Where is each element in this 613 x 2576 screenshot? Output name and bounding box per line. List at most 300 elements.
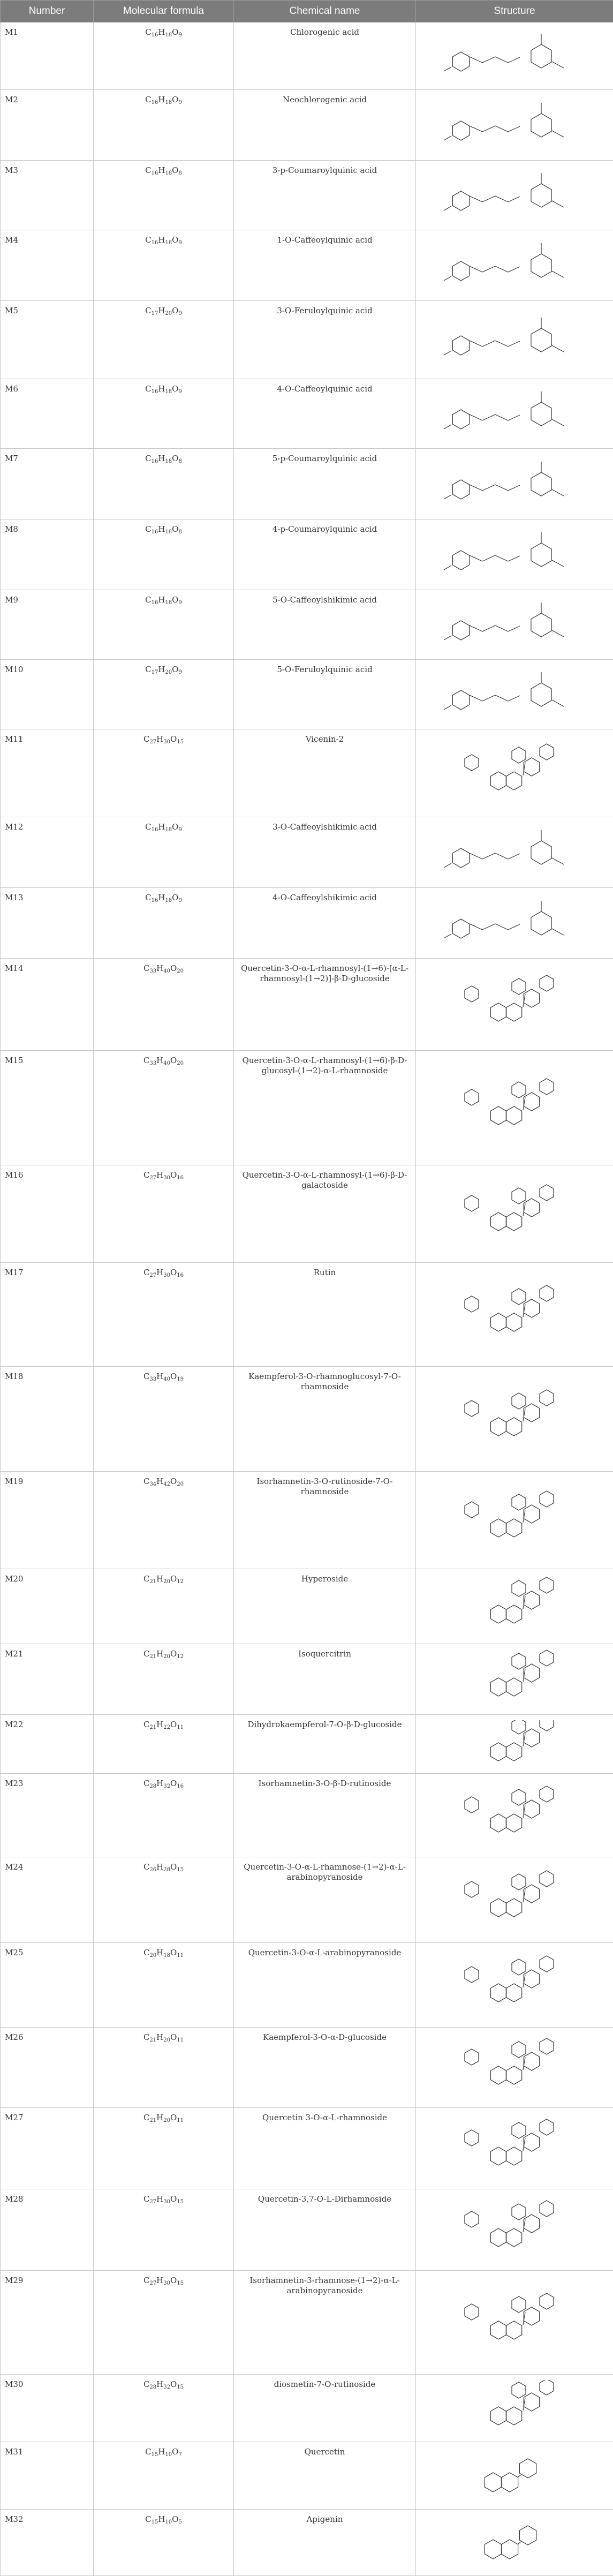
formula-element: O: [170, 1372, 177, 1381]
table-row: [1, 729, 613, 817]
molecular-formula: [94, 1051, 234, 1165]
formula-count: 20: [177, 968, 184, 974]
structure-cell: [416, 1857, 613, 1943]
formula-count: 18: [165, 100, 172, 106]
molecular-formula: [94, 817, 234, 888]
formula-element: H: [158, 2447, 165, 2457]
flavonoid-glycoside-structure-icon: [418, 1477, 611, 1564]
formula-element: O: [170, 1574, 177, 1584]
table-row: [1, 1051, 613, 1165]
formula-element: H: [156, 2194, 163, 2204]
formula-element: C: [143, 1779, 149, 1788]
formula-count: 12: [177, 1579, 184, 1585]
formula-element: H: [158, 165, 165, 175]
formula-count: 9: [178, 827, 181, 833]
formula-element: C: [145, 822, 151, 832]
formula-count: 28: [149, 2384, 156, 2390]
formula-count: 20: [177, 1481, 184, 1487]
molecular-formula: [94, 1644, 234, 1715]
formula-count: 10: [165, 2519, 172, 2525]
compound-number: M11: [1, 729, 94, 817]
compound-number: M18: [1, 1367, 94, 1472]
phenylpropanoid-structure-icon: [418, 95, 611, 155]
formula-count: 18: [165, 170, 172, 176]
formula-count: 20: [165, 669, 172, 675]
formula-element: C: [143, 1948, 149, 1957]
formula-count: 28: [149, 1783, 156, 1789]
formula-count: 15: [177, 739, 184, 745]
compound-number: M2: [1, 90, 94, 161]
formula-count: 10: [165, 2452, 172, 2458]
formula-count: 16: [152, 898, 158, 903]
table-row: [1, 1644, 613, 1715]
chemical-name: Isoquercitrin: [234, 1644, 416, 1715]
formula-count: 26: [149, 1867, 156, 1873]
formula-count: 20: [177, 1060, 184, 1066]
phenylpropanoid-structure-icon: [418, 596, 611, 654]
formula-element: H: [156, 963, 163, 973]
chemical-name: 5-O-Caffeoylshikimic acid: [234, 590, 416, 660]
structure-cell: [416, 22, 613, 90]
formula-element: O: [172, 524, 178, 534]
compound-number: M4: [1, 230, 94, 301]
formula-element: C: [143, 1056, 149, 1065]
compound-number: M26: [1, 2028, 94, 2108]
structure-cell: [416, 1715, 613, 1774]
chemical-name: 4-O-Caffeoylshikimic acid: [234, 888, 416, 959]
chemical-name: Isorhamnetin-3-O-β-D-rutinoside: [234, 1774, 416, 1857]
flavonoid-glycoside-structure-icon: [418, 1268, 611, 1361]
table-row: [1, 1367, 613, 1472]
compound-number: M8: [1, 519, 94, 590]
molecular-formula: [94, 888, 234, 959]
chemical-name: Isorhamnetin-3-rhamnose-(1→2)-α-L-arabinopyranoside: [234, 2271, 416, 2375]
formula-element: C: [145, 27, 151, 37]
formula-count: 9: [178, 100, 181, 106]
flavonoid-glycoside-structure-icon: [418, 1720, 611, 1768]
table-row: [1, 959, 613, 1051]
formula-element: O: [170, 1862, 177, 1872]
formula-element: C: [145, 306, 151, 315]
phenylpropanoid-structure-icon: [418, 525, 611, 585]
formula-count: 7: [178, 2452, 181, 2458]
formula-count: 16: [152, 100, 158, 106]
chemical-name: Quercetin-3-O-α-L-arabinopyranoside: [234, 1943, 416, 2028]
structure-cell: [416, 959, 613, 1051]
table-row: [1, 1472, 613, 1569]
formula-element: H: [156, 1948, 163, 1957]
formula-element: O: [170, 2379, 177, 2389]
formula-count: 30: [163, 1175, 170, 1181]
table-row: [1, 2028, 613, 2108]
compound-number: M10: [1, 660, 94, 729]
formula-count: 8: [178, 170, 181, 176]
formula-count: 18: [163, 1953, 170, 1959]
flavonoid-glycoside-structure-icon: [418, 1372, 611, 1466]
formula-element: O: [172, 822, 178, 832]
formula-element: O: [170, 1649, 177, 1659]
table-row: [1, 1857, 613, 1943]
structure-cell: [416, 301, 613, 379]
table-row: [1, 1569, 613, 1644]
formula-count: 9: [178, 32, 181, 38]
formula-element: O: [170, 1720, 177, 1729]
formula-element: H: [158, 235, 165, 245]
formula-element: C: [145, 454, 151, 463]
flavonoid-glycoside-structure-icon: [418, 1649, 611, 1709]
compound-number: M9: [1, 590, 94, 660]
structure-cell: [416, 449, 613, 519]
formula-element: C: [145, 524, 151, 534]
formula-element: H: [158, 893, 165, 902]
formula-count: 8: [178, 529, 181, 535]
molecular-formula: [94, 90, 234, 161]
structure-cell: [416, 660, 613, 729]
formula-element: O: [172, 893, 178, 902]
structure-cell: [416, 1367, 613, 1472]
formula-element: O: [172, 27, 178, 37]
flavonoid-glycoside-structure-icon: [418, 2380, 611, 2437]
formula-element: H: [158, 454, 165, 463]
molecular-formula: [94, 449, 234, 519]
formula-count: 16: [177, 1272, 184, 1278]
formula-count: 21: [149, 2037, 156, 2043]
formula-count: 5: [178, 2519, 181, 2525]
compound-number: M1: [1, 22, 94, 90]
compound-number: M12: [1, 817, 94, 888]
formula-element: H: [158, 95, 165, 104]
chemical-name: 1-O-Caffeoylquinic acid: [234, 230, 416, 301]
molecular-formula: [94, 519, 234, 590]
formula-element: O: [170, 1779, 177, 1788]
formula-count: 27: [149, 1175, 156, 1181]
formula-element: C: [145, 893, 151, 902]
formula-count: 8: [178, 458, 181, 464]
formula-count: 20: [163, 1579, 170, 1585]
molecular-formula: [94, 1165, 234, 1263]
formula-count: 20: [163, 2118, 170, 2123]
table-row: [1, 90, 613, 161]
molecular-formula: [94, 1569, 234, 1644]
molecular-formula: [94, 301, 234, 379]
formula-count: 16: [177, 1783, 184, 1789]
compound-number: M30: [1, 2375, 94, 2442]
phenylpropanoid-structure-icon: [418, 665, 611, 724]
structure-cell: [416, 519, 613, 590]
phenylpropanoid-structure-icon: [418, 385, 611, 443]
formula-count: 18: [165, 600, 172, 606]
structure-cell: [416, 1569, 613, 1644]
formula-element: O: [170, 2032, 177, 2042]
formula-count: 20: [165, 311, 172, 317]
table-row: [1, 230, 613, 301]
formula-count: 27: [149, 2199, 156, 2205]
formula-element: C: [143, 1862, 149, 1872]
formula-element: H: [158, 665, 165, 674]
formula-element: C: [145, 2447, 151, 2457]
formula-element: O: [170, 734, 177, 744]
compound-number: M31: [1, 2442, 94, 2510]
chemical-name: Apigenin: [234, 2510, 416, 2576]
formula-count: 21: [149, 1724, 156, 1730]
molecular-formula: [94, 2271, 234, 2375]
formula-element: C: [143, 2379, 149, 2389]
chemical-name: 5-p-Coumaroylquinic acid: [234, 449, 416, 519]
molecular-formula: [94, 1263, 234, 1367]
formula-count: 15: [177, 2199, 184, 2205]
formula-count: 11: [177, 2118, 184, 2123]
table-row: [1, 2442, 613, 2510]
molecular-formula: [94, 2442, 234, 2510]
formula-element: H: [158, 384, 165, 394]
formula-element: O: [172, 595, 178, 605]
formula-count: 40: [163, 1376, 170, 1382]
compound-number: M3: [1, 161, 94, 230]
formula-element: C: [143, 1372, 149, 1381]
chemical-name: 3-p-Coumaroylquinic acid: [234, 161, 416, 230]
flavonoid-glycoside-structure-icon: [418, 1863, 611, 1938]
formula-count: 15: [177, 2384, 184, 2390]
formula-element: C: [145, 2514, 151, 2524]
formula-count: 15: [152, 2519, 158, 2525]
formula-count: 27: [149, 739, 156, 745]
formula-count: 9: [178, 389, 181, 395]
table-row: [1, 1715, 613, 1774]
flavonoid-aglycone-structure-icon: [418, 2447, 611, 2504]
formula-element: C: [143, 1170, 149, 1180]
formula-count: 27: [149, 1272, 156, 1278]
formula-element: C: [145, 595, 151, 605]
formula-element: H: [156, 1056, 163, 1065]
structure-cell: [416, 1051, 613, 1165]
formula-count: 16: [152, 827, 158, 833]
flavonoid-glycoside-structure-icon: [418, 2113, 611, 2184]
chemical-name: diosmetin-7-O-rutinoside: [234, 2375, 416, 2442]
molecular-formula: [94, 729, 234, 817]
molecular-formula: [94, 959, 234, 1051]
molecular-formula: [94, 2510, 234, 2576]
formula-element: H: [156, 1779, 163, 1788]
chemical-name: Vicenin-2: [234, 729, 416, 817]
formula-element: O: [172, 165, 178, 175]
phenylpropanoid-structure-icon: [418, 454, 611, 514]
formula-count: 34: [149, 1481, 156, 1487]
formula-element: C: [143, 734, 149, 744]
compound-number: M27: [1, 2108, 94, 2189]
formula-element: H: [158, 524, 165, 534]
structure-cell: [416, 1263, 613, 1367]
structure-cell: [416, 1943, 613, 2028]
formula-element: H: [156, 1649, 163, 1659]
chemical-name: 5-O-Feruloylquinic acid: [234, 660, 416, 729]
formula-element: C: [143, 963, 149, 973]
formula-count: 9: [178, 669, 181, 675]
molecular-formula: [94, 2108, 234, 2189]
table-row: [1, 161, 613, 230]
formula-count: 21: [149, 2118, 156, 2123]
formula-element: O: [172, 2447, 178, 2457]
formula-element: O: [172, 306, 178, 315]
structure-cell: [416, 1165, 613, 1263]
formula-element: O: [170, 1268, 177, 1277]
formula-count: 16: [152, 32, 158, 38]
formula-element: O: [170, 1056, 177, 1065]
flavonoid-glycoside-structure-icon: [418, 1779, 611, 1852]
phenylpropanoid-structure-icon: [418, 236, 611, 296]
compound-number: M28: [1, 2189, 94, 2271]
table-row: [1, 2189, 613, 2271]
chemical-name: Quercetin 3-O-α-L-rhamnoside: [234, 2108, 416, 2189]
flavonoid-glycoside-structure-icon: [418, 2276, 611, 2369]
molecular-formula: [94, 379, 234, 449]
formula-count: 30: [163, 2280, 170, 2286]
compound-number: M29: [1, 2271, 94, 2375]
formula-count: 18: [165, 458, 172, 464]
formula-element: C: [145, 165, 151, 175]
formula-element: C: [143, 1720, 149, 1729]
formula-count: 21: [149, 1654, 156, 1660]
formula-element: H: [156, 2379, 163, 2389]
chemical-name: Chlorogenic acid: [234, 22, 416, 90]
table-row: [1, 590, 613, 660]
molecular-formula: [94, 660, 234, 729]
phenylpropanoid-structure-icon: [418, 28, 611, 85]
formula-count: 30: [163, 1272, 170, 1278]
compound-number: M15: [1, 1051, 94, 1165]
structure-cell: [416, 379, 613, 449]
chemical-name: Hyperoside: [234, 1569, 416, 1644]
chemical-name: Quercetin-3,7-O-L-Dirhamnoside: [234, 2189, 416, 2271]
structure-cell: [416, 1644, 613, 1715]
flavonoid-glycoside-structure-icon: [418, 1948, 611, 2022]
formula-count: 32: [163, 1783, 170, 1789]
phenylpropanoid-structure-icon: [418, 166, 611, 225]
formula-element: C: [143, 1268, 149, 1277]
header-number: Number: [1, 1, 94, 22]
formula-count: 16: [152, 170, 158, 176]
formula-count: 32: [163, 2384, 170, 2390]
formula-count: 28: [163, 1867, 170, 1873]
compound-number: M21: [1, 1644, 94, 1715]
chemical-name: 3-O-Caffeoylshikimic acid: [234, 817, 416, 888]
formula-count: 40: [163, 968, 170, 974]
formula-count: 9: [178, 311, 181, 317]
molecular-formula: [94, 2189, 234, 2271]
structure-cell: [416, 2510, 613, 2576]
chemical-name: Neochlorogenic acid: [234, 90, 416, 161]
molecular-formula: [94, 2375, 234, 2442]
table-row: [1, 2375, 613, 2442]
formula-element: C: [145, 384, 151, 394]
structure-cell: [416, 1472, 613, 1569]
structure-cell: [416, 90, 613, 161]
formula-count: 18: [165, 898, 172, 903]
compound-number: M5: [1, 301, 94, 379]
structure-cell: [416, 888, 613, 959]
formula-element: C: [143, 2113, 149, 2122]
flavonoid-glycoside-structure-icon: [418, 1171, 611, 1257]
formula-count: 17: [152, 669, 158, 675]
formula-count: 16: [152, 389, 158, 395]
formula-element: C: [143, 1477, 149, 1486]
formula-count: 16: [152, 529, 158, 535]
formula-element: O: [170, 1477, 177, 1486]
structure-cell: [416, 161, 613, 230]
structure-cell: [416, 817, 613, 888]
molecular-formula: [94, 161, 234, 230]
chemical-name: Quercetin-3-O-α-L-rhamnosyl-(1→6)-β-D-galactoside: [234, 1165, 416, 1263]
compound-number: M16: [1, 1165, 94, 1263]
compound-number: M13: [1, 888, 94, 959]
formula-element: O: [170, 2276, 177, 2285]
formula-element: H: [156, 1477, 163, 1486]
compound-number: M19: [1, 1472, 94, 1569]
molecular-formula: [94, 1943, 234, 2028]
compound-number: M24: [1, 1857, 94, 1943]
structure-cell: [416, 2375, 613, 2442]
table-row: [1, 449, 613, 519]
structure-cell: [416, 2189, 613, 2271]
header-name: Chemical name: [234, 1, 416, 22]
formula-count: 16: [152, 600, 158, 606]
table-row: [1, 519, 613, 590]
formula-count: 15: [177, 1867, 184, 1873]
table-row: [1, 817, 613, 888]
formula-element: H: [156, 734, 163, 744]
formula-element: O: [170, 963, 177, 973]
chemical-name: Isorhamnetin-3-O-rutinoside-7-O-rhamnoside: [234, 1472, 416, 1569]
table-row: [1, 301, 613, 379]
header-structure: Structure: [416, 1, 613, 22]
table-row: [1, 1263, 613, 1367]
structure-cell: [416, 2442, 613, 2510]
formula-element: O: [172, 2514, 178, 2524]
formula-count: 27: [149, 2280, 156, 2286]
flavonoid-glycoside-structure-icon: [418, 2033, 611, 2103]
formula-element: H: [156, 2032, 163, 2042]
formula-element: H: [158, 27, 165, 37]
formula-element: C: [145, 95, 151, 104]
molecular-formula: [94, 1367, 234, 1472]
molecular-formula: [94, 1857, 234, 1943]
molecular-formula: [94, 1715, 234, 1774]
formula-count: 20: [163, 1654, 170, 1660]
formula-count: 15: [152, 2452, 158, 2458]
formula-element: C: [143, 1574, 149, 1584]
table-row: [1, 22, 613, 90]
formula-count: 16: [152, 240, 158, 246]
header-formula: Molecular formula: [94, 1, 234, 22]
molecular-formula: [94, 590, 234, 660]
flavonoid-glycoside-structure-icon: [418, 2195, 611, 2265]
chemical-name: Quercetin-3-O-α-L-rhamnose-(1→2)-α-L-arabinopyranoside: [234, 1857, 416, 1943]
table-row: [1, 2510, 613, 2576]
formula-element: H: [158, 595, 165, 605]
chemical-name: 4-O-Caffeoylquinic acid: [234, 379, 416, 449]
flavonoid-glycoside-structure-icon: [418, 735, 611, 812]
formula-element: H: [156, 1170, 163, 1180]
formula-element: C: [143, 2194, 149, 2204]
formula-count: 30: [163, 2199, 170, 2205]
molecular-formula: [94, 2028, 234, 2108]
table-row: [1, 2108, 613, 2189]
chemical-name: Kaempferol-3-O-rhamnoglucosyl-7-O-rhamnoside: [234, 1367, 416, 1472]
formula-count: 33: [149, 968, 156, 974]
compound-number: M6: [1, 379, 94, 449]
chemical-name: 4-p-Coumaroylquinic acid: [234, 519, 416, 590]
formula-element: O: [170, 1948, 177, 1957]
formula-element: C: [145, 665, 151, 674]
